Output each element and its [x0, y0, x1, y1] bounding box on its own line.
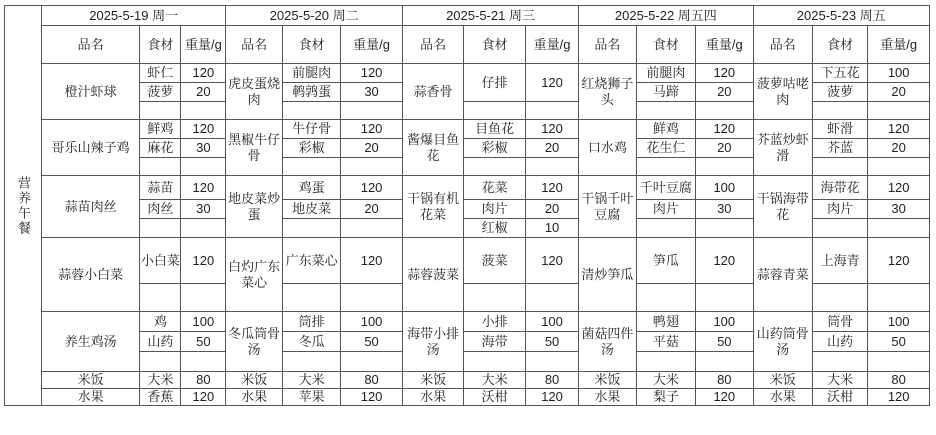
dish-name: 蒜蓉青菜 [753, 238, 812, 312]
ingredient-empty [812, 102, 867, 120]
col-header-dish: 品名 [226, 26, 282, 64]
ingredient-weight: 20 [525, 200, 578, 219]
dish-name: 地皮菜炒蛋 [226, 176, 282, 238]
fruit-weight: 120 [696, 389, 753, 406]
weight-empty [696, 102, 753, 120]
dish-name: 干锅海带花 [753, 176, 812, 238]
ingredient-weight: 20 [868, 83, 930, 102]
day-date-header: 2025-5-20 周二 [226, 6, 402, 26]
fruit-ingredient: 苹果 [282, 389, 340, 406]
rice-ingredient: 大米 [282, 372, 340, 389]
dish-name: 养生鸡汤 [41, 312, 139, 372]
dish-name: 干锅千叶豆腐 [579, 176, 636, 238]
ingredient-name: 前腿肉 [282, 64, 340, 83]
dish-name: 菠萝咕咾肉 [753, 64, 812, 120]
ingredient-empty [636, 219, 695, 238]
ingredient-weight: 100 [868, 312, 930, 332]
col-header-dish: 品名 [753, 26, 812, 64]
weight-empty [868, 219, 930, 238]
ingredient-weight: 20 [696, 139, 753, 158]
col-header-ingredient: 食材 [636, 26, 695, 64]
col-header-ingredient: 食材 [140, 26, 181, 64]
rice-weight: 80 [181, 372, 226, 389]
ingredient-name: 虾滑 [812, 120, 867, 139]
rice-name: 米饭 [579, 372, 636, 389]
fruit-weight: 120 [181, 389, 226, 406]
dish-name: 菌菇四件汤 [579, 312, 636, 372]
weight-empty [181, 219, 226, 238]
ingredient-empty [140, 352, 181, 372]
weight-empty [696, 352, 753, 372]
weight-empty [868, 352, 930, 372]
ingredient-weight: 120 [525, 64, 578, 102]
ingredient-weight: 120 [181, 176, 226, 200]
ingredient-name: 千叶豆腐 [636, 176, 695, 200]
ingredient-weight: 50 [696, 332, 753, 352]
weight-empty [696, 219, 753, 238]
fruit-name: 水果 [226, 389, 282, 406]
col-header-ingredient: 食材 [464, 26, 526, 64]
ingredient-name: 鸡 [140, 312, 181, 332]
fruit-weight: 120 [525, 389, 578, 406]
dish-name: 黑椒牛仔骨 [226, 120, 282, 176]
weight-empty [341, 102, 403, 120]
ingredient-weight: 120 [341, 64, 403, 83]
weight-empty [341, 158, 403, 176]
col-header-ingredient: 食材 [812, 26, 867, 64]
ingredient-empty [464, 158, 526, 176]
weight-empty [525, 284, 578, 312]
ingredient-empty [636, 284, 695, 312]
fruit-ingredient: 梨子 [636, 389, 695, 406]
dish-name: 哥乐山辣子鸡 [41, 120, 139, 176]
ingredient-name: 花菜 [464, 176, 526, 200]
ingredient-empty [464, 352, 526, 372]
ingredient-weight: 30 [696, 200, 753, 219]
rice-name: 米饭 [753, 372, 812, 389]
weight-empty [181, 284, 226, 312]
ingredient-empty [464, 284, 526, 312]
ingredient-name: 马蹄 [636, 83, 695, 102]
col-header-weight: 重量/g [181, 26, 226, 64]
ingredient-name: 鲜鸡 [140, 120, 181, 139]
ingredient-weight: 100 [696, 176, 753, 200]
col-header-weight: 重量/g [525, 26, 578, 64]
weight-empty [868, 158, 930, 176]
weight-empty [181, 102, 226, 120]
ingredient-weight: 120 [696, 64, 753, 83]
fruit-weight: 120 [341, 389, 403, 406]
ingredient-empty [282, 158, 340, 176]
ingredient-empty [140, 102, 181, 120]
ingredient-weight: 100 [868, 64, 930, 83]
ingredient-name: 鲜鸡 [636, 120, 695, 139]
rice-ingredient: 大米 [812, 372, 867, 389]
ingredient-weight: 20 [868, 139, 930, 158]
ingredient-name: 菠菜 [464, 238, 526, 284]
ingredient-name: 鹌鹑蛋 [282, 83, 340, 102]
fruit-weight: 120 [868, 389, 930, 406]
ingredient-name: 小排 [464, 312, 526, 332]
ingredient-name: 下五花 [812, 64, 867, 83]
weight-empty [181, 158, 226, 176]
dish-name: 芥蓝炒虾滑 [753, 120, 812, 176]
ingredient-name: 广东菜心 [282, 238, 340, 284]
ingredient-name: 彩椒 [282, 139, 340, 158]
ingredient-name: 山药 [140, 332, 181, 352]
ingredient-empty [140, 158, 181, 176]
day-date-header: 2025-5-22 周五四 [579, 6, 753, 26]
ingredient-empty [636, 158, 695, 176]
rice-ingredient: 大米 [636, 372, 695, 389]
ingredient-name: 海带 [464, 332, 526, 352]
weight-empty [868, 102, 930, 120]
ingredient-weight: 20 [341, 200, 403, 219]
weight-empty [181, 352, 226, 372]
dish-name: 山药筒骨汤 [753, 312, 812, 372]
ingredient-weight: 120 [868, 238, 930, 284]
ingredient-name: 肉片 [812, 200, 867, 219]
weight-empty [525, 158, 578, 176]
ingredient-empty [812, 352, 867, 372]
weight-empty [341, 284, 403, 312]
ingredient-name: 上海青 [812, 238, 867, 284]
ingredient-weight: 50 [181, 332, 226, 352]
ingredient-weight: 30 [181, 139, 226, 158]
ingredient-name: 菠萝 [140, 83, 181, 102]
ingredient-weight: 10 [525, 219, 578, 238]
dish-name: 冬瓜筒骨汤 [226, 312, 282, 372]
ingredient-name: 麻花 [140, 139, 181, 158]
ingredient-weight: 20 [181, 83, 226, 102]
rice-name: 米饭 [41, 372, 139, 389]
ingredient-weight: 120 [525, 120, 578, 139]
ingredient-empty [282, 219, 340, 238]
rice-weight: 80 [341, 372, 403, 389]
ingredient-weight: 50 [868, 332, 930, 352]
dish-name: 橙汁虾球 [41, 64, 139, 120]
ingredient-weight: 120 [525, 176, 578, 200]
col-header-ingredient: 食材 [282, 26, 340, 64]
ingredient-weight: 20 [525, 139, 578, 158]
ingredient-weight: 50 [341, 332, 403, 352]
ingredient-weight: 120 [181, 64, 226, 83]
ingredient-empty [812, 284, 867, 312]
ingredient-name: 目鱼花 [464, 120, 526, 139]
ingredient-weight: 120 [868, 176, 930, 200]
ingredient-name: 花生仁 [636, 139, 695, 158]
ingredient-weight: 30 [868, 200, 930, 219]
dish-name: 清炒笋瓜 [579, 238, 636, 312]
col-header-dish: 品名 [579, 26, 636, 64]
ingredient-weight: 120 [341, 120, 403, 139]
fruit-name: 水果 [402, 389, 464, 406]
ingredient-name: 肉片 [464, 200, 526, 219]
fruit-name: 水果 [41, 389, 139, 406]
ingredient-empty [140, 219, 181, 238]
day-date-header: 2025-5-21 周三 [402, 6, 578, 26]
dish-name: 红烧狮子头 [579, 64, 636, 120]
ingredient-name: 山药 [812, 332, 867, 352]
dish-name: 蒜香骨 [402, 64, 464, 120]
ingredient-weight: 120 [341, 176, 403, 200]
dish-name: 虎皮蛋烧肉 [226, 64, 282, 120]
dish-name: 口水鸡 [579, 120, 636, 176]
dish-name: 白灼广东菜心 [226, 238, 282, 312]
meal-label: 营养午餐 [5, 6, 42, 406]
ingredient-name: 肉片 [636, 200, 695, 219]
col-header-dish: 品名 [402, 26, 464, 64]
ingredient-name: 红椒 [464, 219, 526, 238]
weight-empty [696, 158, 753, 176]
fruit-ingredient: 沃柑 [464, 389, 526, 406]
ingredient-name: 鸭翅 [636, 312, 695, 332]
ingredient-empty [812, 219, 867, 238]
ingredient-name: 筒骨 [812, 312, 867, 332]
dish-name: 蒜蓉菠菜 [402, 238, 464, 312]
ingredient-name: 鸡蛋 [282, 176, 340, 200]
ingredient-weight: 120 [181, 238, 226, 284]
fruit-name: 水果 [579, 389, 636, 406]
col-header-weight: 重量/g [341, 26, 403, 64]
ingredient-name: 虾仁 [140, 64, 181, 83]
ingredient-weight: 120 [696, 120, 753, 139]
rice-weight: 80 [868, 372, 930, 389]
ingredient-weight: 30 [341, 83, 403, 102]
rice-ingredient: 大米 [464, 372, 526, 389]
ingredient-weight: 120 [341, 238, 403, 284]
ingredient-weight: 20 [341, 139, 403, 158]
ingredient-weight: 100 [525, 312, 578, 332]
rice-weight: 80 [696, 372, 753, 389]
ingredient-empty [636, 102, 695, 120]
fruit-ingredient: 沃柑 [812, 389, 867, 406]
weight-empty [696, 284, 753, 312]
ingredient-weight: 50 [525, 332, 578, 352]
rice-name: 米饭 [402, 372, 464, 389]
ingredient-weight: 120 [525, 238, 578, 284]
ingredient-weight: 100 [696, 312, 753, 332]
ingredient-name: 芥蓝 [812, 139, 867, 158]
ingredient-name: 前腿肉 [636, 64, 695, 83]
ingredient-empty [636, 352, 695, 372]
ingredient-weight: 120 [181, 120, 226, 139]
ingredient-name: 冬瓜 [282, 332, 340, 352]
ingredient-empty [282, 352, 340, 372]
fruit-name: 水果 [753, 389, 812, 406]
ingredient-name: 蒜苗 [140, 176, 181, 200]
ingredient-weight: 30 [181, 200, 226, 219]
col-header-dish: 品名 [41, 26, 139, 64]
ingredient-name: 小白菜 [140, 238, 181, 284]
dish-name: 酱爆目鱼花 [402, 120, 464, 176]
ingredient-weight: 100 [181, 312, 226, 332]
ingredient-weight: 120 [868, 120, 930, 139]
ingredient-name: 牛仔骨 [282, 120, 340, 139]
dish-name: 蒜苗肉丝 [41, 176, 139, 238]
ingredient-name: 地皮菜 [282, 200, 340, 219]
col-header-weight: 重量/g [868, 26, 930, 64]
dish-name: 蒜蓉小白菜 [41, 238, 139, 312]
weight-empty [341, 219, 403, 238]
ingredient-empty [812, 158, 867, 176]
ingredient-empty [140, 284, 181, 312]
day-date-header: 2025-5-23 周五 [753, 6, 930, 26]
weight-empty [868, 284, 930, 312]
lunch-menu-table [4, 5, 930, 406]
ingredient-name: 平菇 [636, 332, 695, 352]
ingredient-empty [282, 284, 340, 312]
weight-empty [341, 352, 403, 372]
day-date-header: 2025-5-19 周一 [41, 6, 226, 26]
col-header-weight: 重量/g [696, 26, 753, 64]
ingredient-empty [464, 102, 526, 120]
dish-name: 海带小排汤 [402, 312, 464, 372]
rice-ingredient: 大米 [140, 372, 181, 389]
ingredient-name: 肉丝 [140, 200, 181, 219]
dish-name: 干锅有机花菜 [402, 176, 464, 238]
ingredient-weight: 100 [341, 312, 403, 332]
weight-empty [525, 102, 578, 120]
ingredient-name: 筒排 [282, 312, 340, 332]
rice-name: 米饭 [226, 372, 282, 389]
fruit-ingredient: 香蕉 [140, 389, 181, 406]
ingredient-empty [282, 102, 340, 120]
ingredient-name: 彩椒 [464, 139, 526, 158]
rice-weight: 80 [525, 372, 578, 389]
ingredient-name: 菠萝 [812, 83, 867, 102]
ingredient-name: 笋瓜 [636, 238, 695, 284]
ingredient-name: 仔排 [464, 64, 526, 102]
weight-empty [525, 352, 578, 372]
ingredient-name: 海带花 [812, 176, 867, 200]
ingredient-weight: 20 [696, 83, 753, 102]
ingredient-weight: 120 [696, 238, 753, 284]
